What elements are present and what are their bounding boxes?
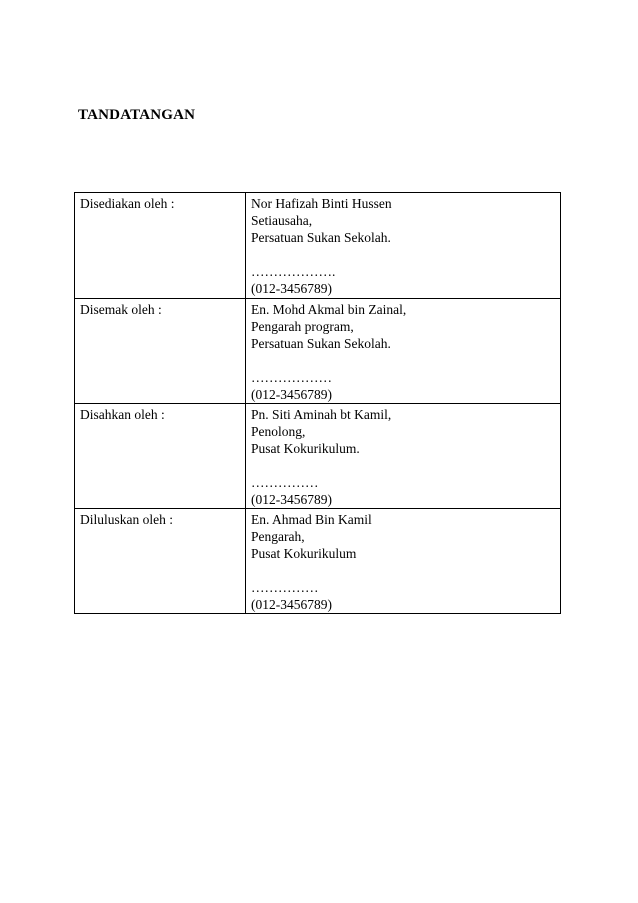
- signatory-cell: [246, 299, 561, 404]
- signatory-phone: (012-3456789): [251, 597, 332, 612]
- signatory-organization: Persatuan Sukan Sekolah.: [251, 336, 391, 351]
- table-row: [75, 509, 561, 614]
- signatory-phone: (012-3456789): [251, 281, 332, 296]
- signatory-position: Penolong,: [251, 424, 306, 439]
- signatory-position: Pengarah,: [251, 529, 305, 544]
- signatory-name: En. Ahmad Bin Kamil: [251, 512, 372, 527]
- signatory-cell: [246, 193, 561, 299]
- signatory-organization: Pusat Kokurikulum.: [251, 441, 360, 456]
- role-cell: [75, 509, 246, 614]
- spacer: [251, 352, 556, 369]
- role-label: Disediakan oleh :: [80, 196, 175, 211]
- signatory-name: Nor Hafizah Binti Hussen: [251, 196, 392, 211]
- signatory-cell: [246, 404, 561, 509]
- spacer: [251, 246, 556, 263]
- spacer: [251, 562, 556, 579]
- role-label: Diluluskan oleh :: [80, 512, 173, 527]
- signatory-name: En. Mohd Akmal bin Zainal,: [251, 302, 407, 317]
- signatory-phone: (012-3456789): [251, 387, 332, 402]
- signatory-organization: Persatuan Sukan Sekolah.: [251, 230, 391, 245]
- spacer: [251, 457, 556, 474]
- role-cell: [75, 193, 246, 299]
- signature-table: [74, 192, 561, 614]
- table-row: [75, 404, 561, 509]
- role-cell: [75, 404, 246, 509]
- table-row: [75, 299, 561, 404]
- signature-line: ………………: [251, 370, 332, 385]
- signature-line: ……………: [251, 475, 319, 490]
- page-title: TANDATANGAN: [78, 107, 196, 123]
- role-cell: [75, 299, 246, 404]
- role-label: Disemak oleh :: [80, 302, 162, 317]
- signatory-name: Pn. Siti Aminah bt Kamil,: [251, 407, 392, 422]
- signatory-cell: [246, 509, 561, 614]
- signatory-organization: Pusat Kokurikulum: [251, 546, 357, 561]
- signature-line: ……………….: [251, 264, 336, 279]
- role-label: Disahkan oleh :: [80, 407, 165, 422]
- signatory-position: Pengarah program,: [251, 319, 354, 334]
- signatory-position: Setiausaha,: [251, 213, 313, 228]
- signature-line: ……………: [251, 580, 319, 595]
- table-row: [75, 193, 561, 299]
- signatory-phone: (012-3456789): [251, 492, 332, 507]
